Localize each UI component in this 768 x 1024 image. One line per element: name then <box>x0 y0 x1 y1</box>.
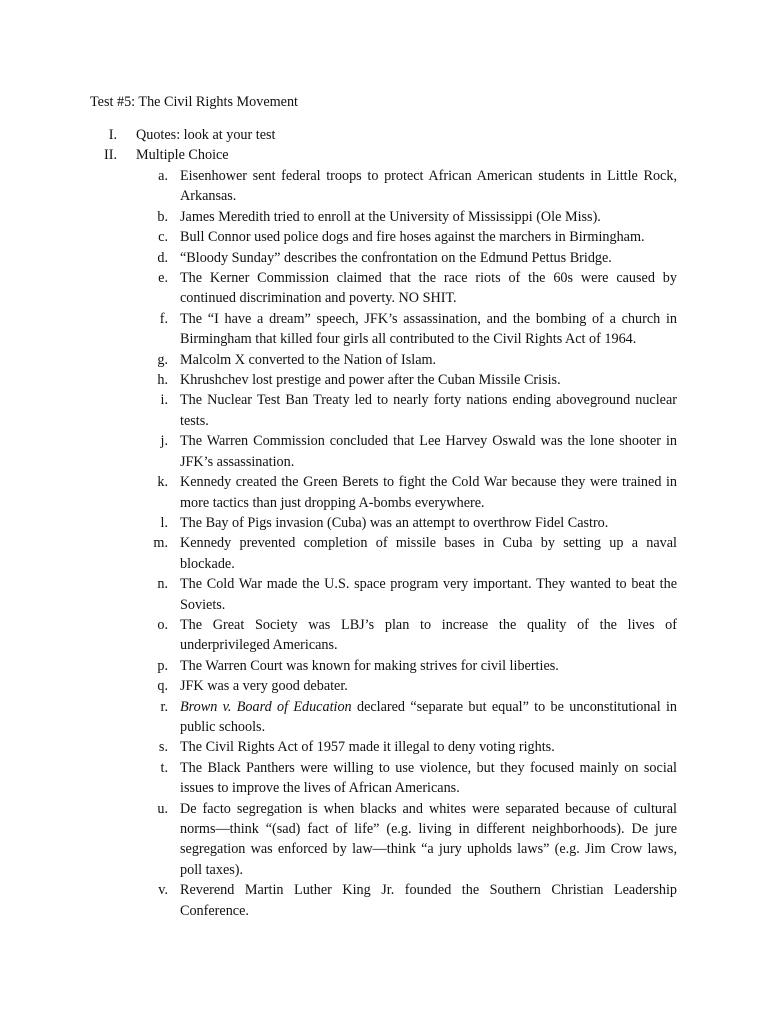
item-text: The Civil Rights Act of 1957 made it illegal to deny voting rights. <box>180 739 555 756</box>
list-item <box>0 207 768 227</box>
item-text: Bull Connor used police dogs and fire hoses against the marchers in Birmingham. <box>180 229 645 246</box>
item-text: Malcolm X converted to the Nation of Islam. <box>180 351 437 368</box>
list-item <box>0 350 768 370</box>
list-item <box>0 697 768 738</box>
item-letter: h. <box>157 372 168 389</box>
section-text: Multiple Choice <box>136 147 229 163</box>
item-letter: u. <box>157 800 168 817</box>
item-letter: b. <box>157 208 168 225</box>
item-letter: v. <box>158 882 168 899</box>
list-item <box>0 227 768 247</box>
page-title: Test #5: The Civil Rights Movement <box>90 94 299 110</box>
item-letter: s. <box>158 739 168 756</box>
list-item <box>0 656 768 676</box>
list-item <box>0 676 768 696</box>
item-letter: d. <box>157 249 168 266</box>
list-item <box>0 799 768 881</box>
item-text: JFK was a very good debater. <box>180 678 348 695</box>
list-item <box>0 268 768 309</box>
item-letter: g. <box>157 351 168 368</box>
item-letter: q. <box>157 678 168 695</box>
list-item <box>0 166 768 207</box>
item-letter: m. <box>153 535 168 552</box>
item-text: The Kerner Commission claimed that the race riots of the 60s were caused by continued discrimination and poverty. NO SHIT. <box>180 270 677 307</box>
item-text <box>180 697 677 738</box>
list-item <box>0 533 768 574</box>
list-item <box>0 615 768 656</box>
item-text: The Nuclear Test Ban Treaty led to nearly forty nations ending aboveground nuclear tests. <box>180 392 677 429</box>
list-item <box>0 737 768 757</box>
multiple-choice-list <box>0 166 768 921</box>
item-text: “Bloody Sunday” describes the confrontation on the Edmund Pettus Bridge. <box>180 249 612 266</box>
item-letter: n. <box>157 576 168 593</box>
item-letter: e. <box>158 270 168 287</box>
item-text: Eisenhower sent federal troops to protect African American students in Little Rock, Arkansas. <box>180 168 677 205</box>
list-item <box>0 370 768 390</box>
item-text: Reverend Martin Luther King Jr. founded the Southern Christian Leadership Conference. <box>180 882 677 919</box>
item-letter: k. <box>157 474 168 491</box>
section-numeral: I. <box>108 127 117 143</box>
item-text: The “I have a dream” speech, JFK’s assassination, and the bombing of a church in Birmingham that killed four girls all contributed to the Civil Rights Act of 1964. <box>180 310 677 348</box>
item-letter: c. <box>158 229 168 246</box>
list-item <box>0 880 768 921</box>
item-text: The Cold War made the U.S. space program very important. They wanted to beat the Soviets. <box>180 576 677 613</box>
item-letter: p. <box>157 657 168 674</box>
item-letter: r. <box>160 698 168 715</box>
item-text: The Bay of Pigs invasion (Cuba) was an attempt to overthrow Fidel Castro. <box>180 514 609 531</box>
case-name: Brown v. Board of Education <box>180 698 352 715</box>
item-text: The Black Panthers were willing to use violence, but they focused mainly on social issues to improve the lives of African Americans. <box>180 759 677 797</box>
section-numeral: II. <box>104 147 117 163</box>
item-text: Khrushchev lost prestige and power after the Cuban Missile Crisis. <box>180 372 561 389</box>
item-letter: a. <box>158 168 168 184</box>
item-text: The Great Society was LBJ’s plan to increase the quality of the lives of underprivileged Americans. <box>180 616 677 654</box>
item-text: The Warren Commission concluded that Lee Harvey Oswald was the lone shooter in JFK’s assassination. <box>180 433 677 470</box>
section-text: Quotes: look at your test <box>136 127 276 143</box>
list-item <box>0 513 768 533</box>
item-letter: t. <box>160 759 168 776</box>
item-letter: f. <box>159 310 168 327</box>
item-letter: j. <box>160 433 168 450</box>
item-text: Kennedy prevented completion of missile bases in Cuba by setting up a naval blockade. <box>180 535 677 572</box>
list-item <box>0 248 768 268</box>
list-item <box>0 758 768 799</box>
item-text: De facto segregation is when blacks and whites were separated because of cultural norms—think “(sad) fact of life” (e.g. living in different neighborhoods). De jure segregation was enforced by law—think “a jury upholds laws” (e.g. Jim Crow laws, poll taxes). <box>180 800 677 878</box>
item-letter: l. <box>160 514 168 531</box>
item-text: The Warren Court was known for making strives for civil liberties. <box>180 657 559 674</box>
item-text: James Meredith tried to enroll at the University of Mississippi (Ole Miss). <box>180 208 601 225</box>
item-text: Kennedy created the Green Berets to fight the Cold War because they were trained in more tactics than just dropping A-bombs everywhere. <box>180 474 677 511</box>
list-item <box>0 472 768 513</box>
list-item <box>0 309 768 350</box>
item-letter: i. <box>160 392 168 409</box>
item-letter: o. <box>157 616 168 633</box>
list-item <box>0 574 768 615</box>
list-item <box>0 390 768 431</box>
item-text-rest: declared “separate but equal” to be unconstitutional in public schools. <box>180 698 677 735</box>
list-item <box>0 431 768 472</box>
